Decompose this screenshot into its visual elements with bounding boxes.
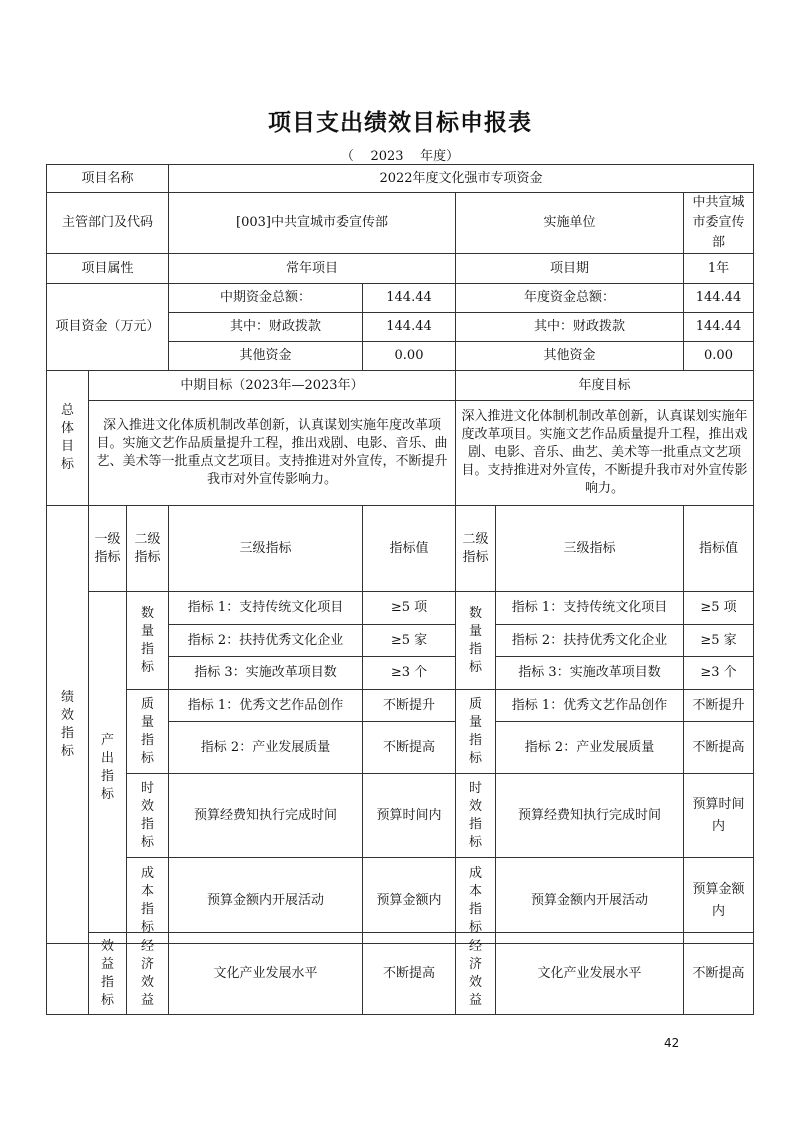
econ-name: 文化产业发展水平 [169,933,363,1015]
quantity-1-value: ≥5 项 [363,592,456,625]
mid-fiscal-label: 其中：财政拨款 [169,313,363,342]
quantity-2-name: 指标 2：扶持优秀文化企业 [169,625,363,657]
quality-2-value: 不断提高 [363,722,456,774]
cost-label-year: 成 本 指 标 [456,858,496,944]
quantity-3-value-year: ≥3 个 [684,657,754,690]
time-value-year: 预算时间内 [684,774,754,858]
year-other-value: 0.00 [684,342,754,371]
impl-value: 中共宣城市委宣传部 [684,193,754,254]
period-label: 项目期 [456,254,684,284]
year-fiscal-label: 其中：财政拨款 [456,313,684,342]
time-name-year: 预算经费知执行完成时间 [496,774,684,858]
impl-label: 实施单位 [456,193,684,254]
mid-fiscal-value: 144.44 [363,313,456,342]
year-line [0,145,800,164]
level2-header-year: 二级指标 [456,506,496,592]
project-name-label: 项目名称 [47,165,169,193]
cost-value-year: 预算金额内 [684,858,754,944]
time-value: 预算时间内 [363,774,456,858]
cost-name: 预算金额内开展活动 [169,858,363,944]
quantity-1-value-year: ≥5 项 [684,592,754,625]
econ-value: 不断提高 [363,933,456,1015]
quality-1-value-year: 不断提升 [684,690,754,722]
mid-other-value: 0.00 [363,342,456,371]
quality-1-name-year: 指标 1：优秀文艺作品创作 [496,690,684,722]
period-value: 1年 [684,254,754,284]
quality-2-name: 指标 2：产业发展质量 [169,722,363,774]
year-unit: 年度） [420,149,460,164]
page-title: 项目支出绩效目标申报表 [268,110,532,136]
benefit-table [46,932,754,1015]
quality-2-name-year: 指标 2：产业发展质量 [496,722,684,774]
mid-goal-text: 深入推进文化体质机制改革创新，认真谋划实施年度改革项目。实施文艺作品质量提升工程，推出戏剧、电影、音乐、曲艺、美术等一批重点文艺项目。支持推进对外宣传，不断提升我市对外宣传影响力。 [89,401,456,506]
year-goal-header: 年度目标 [456,371,754,401]
cost-name-year: 预算金额内开展活动 [496,858,684,944]
page-number: 42 [664,1036,680,1050]
level3-header: 三级指标 [169,506,363,592]
performance-table [46,164,754,944]
funds-label: 项目资金（万元） [47,284,169,371]
econ-label-year: 经 济 效 益 [456,933,496,1015]
quantity-3-name: 指标 3：实施改革项目数 [169,657,363,690]
output-label: 产 出 指 标 [89,592,127,944]
year-other-label: 其他资金 [456,342,684,371]
attr-value: 常年项目 [169,254,456,284]
quality-1-name: 指标 1：优秀文艺作品创作 [169,690,363,722]
quantity-2-value-year: ≥5 家 [684,625,754,657]
indicators-label-cont [47,933,89,1015]
year-fiscal-value: 144.44 [684,313,754,342]
mid-total-label: 中期资金总额： [169,284,363,313]
level3-header-year: 三级指标 [496,506,684,592]
quantity-1-name-year: 指标 1：支持传统文化项目 [496,592,684,625]
econ-name-year: 文化产业发展水平 [496,933,684,1015]
quantity-1-name: 指标 1：支持传统文化项目 [169,592,363,625]
time-label: 时 效 指 标 [127,774,169,858]
dept-value: [003]中共宣城市委宣传部 [169,193,456,254]
quantity-2-name-year: 指标 2：扶持优秀文化企业 [496,625,684,657]
value-header: 指标值 [363,506,456,592]
quality-2-value-year: 不断提高 [684,722,754,774]
level2-header: 二级指标 [127,506,169,592]
mid-total-value: 144.44 [363,284,456,313]
year-value: 2023 [370,149,404,164]
quantity-3-value: ≥3 个 [363,657,456,690]
goals-label: 总 体 目 标 [47,371,89,506]
benefit-label: 效 益 指 标 [89,933,127,1015]
econ-label: 经 济 效 益 [127,933,169,1015]
project-name: 2022年度文化强市专项资金 [169,165,754,193]
value-header-year: 指标值 [684,506,754,592]
attr-label: 项目属性 [47,254,169,284]
year-total-label: 年度资金总额： [456,284,684,313]
level1-header: 一级指标 [89,506,127,592]
quantity-3-name-year: 指标 3：实施改革项目数 [496,657,684,690]
quality-label: 质 量 指 标 [127,690,169,774]
quantity-2-value: ≥5 家 [363,625,456,657]
econ-value-year: 不断提高 [684,933,754,1015]
mid-other-label: 其他资金 [169,342,363,371]
quality-1-value: 不断提升 [363,690,456,722]
cost-label: 成 本 指 标 [127,858,169,944]
quantity-label-year: 数 量 指 标 [456,592,496,690]
indicators-label: 绩 效 指 标 [47,506,89,944]
quality-label-year: 质 量 指 标 [456,690,496,774]
quantity-label: 数 量 指 标 [127,592,169,690]
year-goal-text: 深入推进文化体制机制改革创新，认真谋划实施年度改革项目。实施文艺作品质量提升工程，推出戏剧、电影、音乐、曲艺、美术等一批重点文艺项目。支持推进对外宣传，不断提升我市对外宣传影响力。 [456,401,754,506]
time-name: 预算经费知执行完成时间 [169,774,363,858]
year-total-value: 144.44 [684,284,754,313]
year-open: （ [340,149,354,164]
cost-value: 预算金额内 [363,858,456,944]
time-label-year: 时 效 指 标 [456,774,496,858]
dept-label: 主管部门及代码 [47,193,169,254]
mid-goal-header: 中期目标（2023年—2023年） [89,371,456,401]
